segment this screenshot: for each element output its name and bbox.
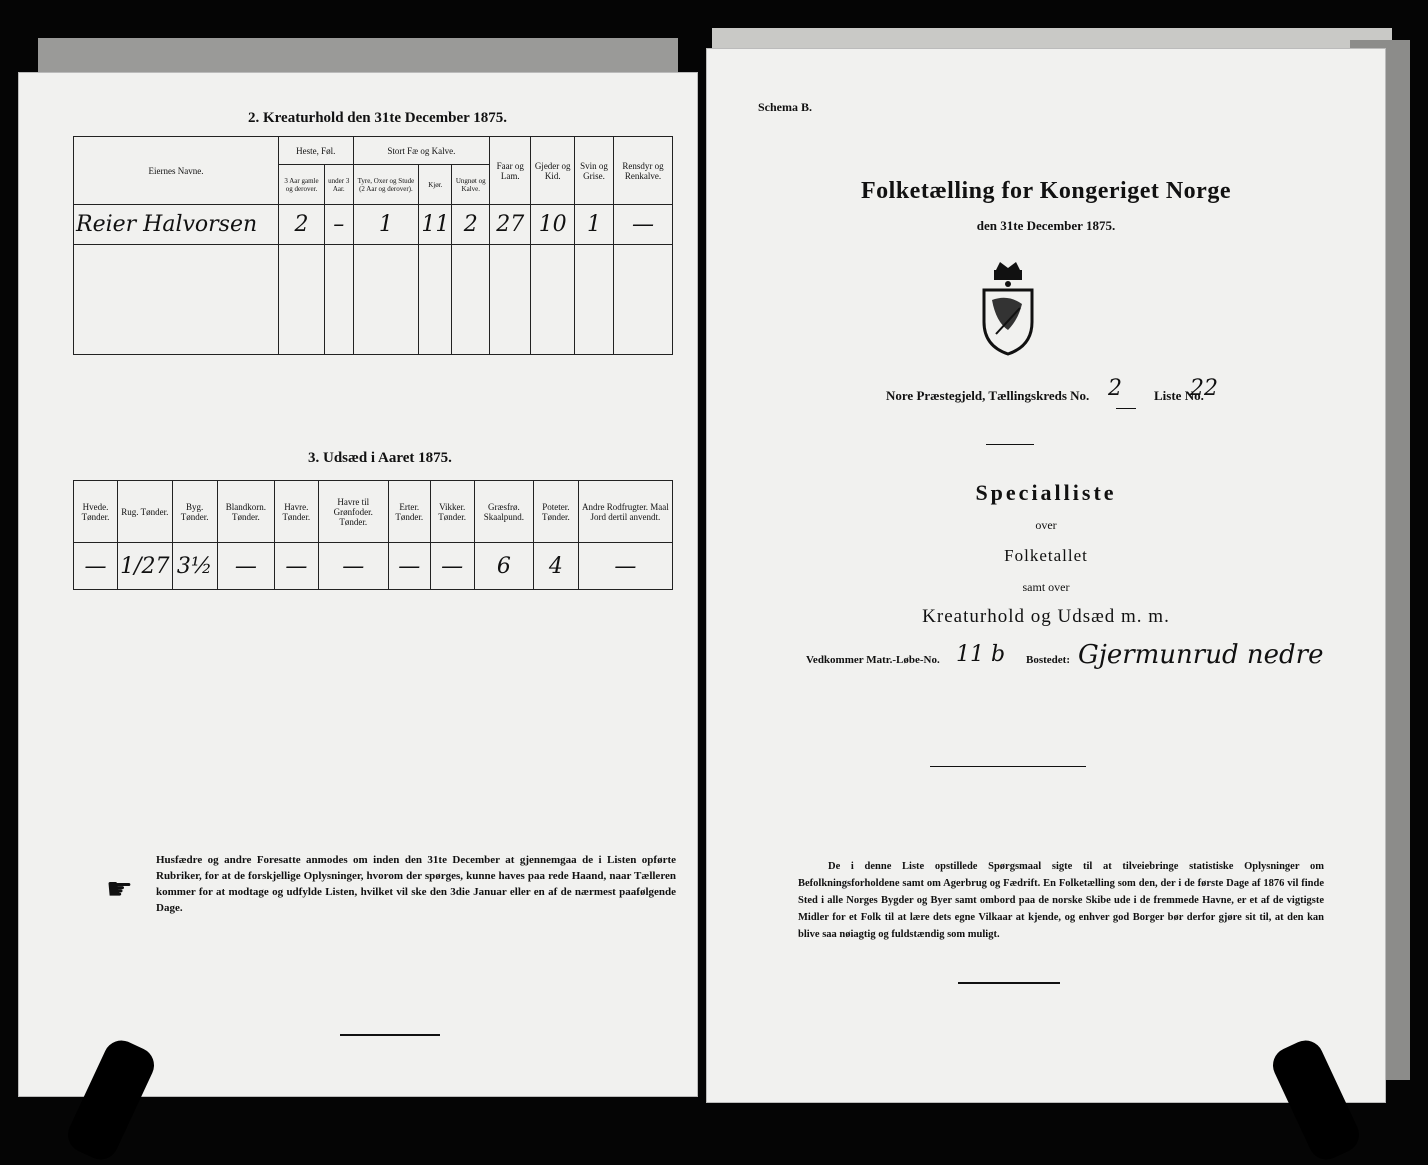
cell-gjeder: 10 <box>531 205 575 245</box>
divider <box>958 982 1060 984</box>
cell-heste-a: 2 <box>279 205 325 245</box>
divider <box>930 766 1086 767</box>
liste-value: 22 <box>1190 376 1218 401</box>
col-faar: Faar og Lam. <box>490 137 531 205</box>
sow-col-header: Blandkorn. Tønder. <box>217 481 274 543</box>
sowing-table <box>73 480 673 590</box>
col-svin: Svin og Grise. <box>574 137 613 205</box>
sow-col-header: Poteter. Tønder. <box>533 481 578 543</box>
sow-cell: — <box>388 543 430 590</box>
section3-title: 3. Udsæd i Aaret 1875. <box>308 450 452 466</box>
bosted-value: Gjermunrud nedre <box>1078 640 1324 670</box>
sow-cell: 4 <box>533 543 578 590</box>
sow-cell: — <box>430 543 474 590</box>
right-page <box>706 48 1386 1103</box>
prestegjeld-label: Nore Præstegjeld, Tællingskreds No. <box>886 388 1090 403</box>
livestock-table <box>73 136 673 355</box>
sow-col-header: Andre Rodfrugter. Maal Jord dertil anvendt. <box>578 481 672 543</box>
section2-title: 2. Kreaturhold den 31te December 1875. <box>248 110 507 126</box>
table-row <box>74 543 673 590</box>
cell-storfae-a: 1 <box>353 205 419 245</box>
col-owner: Eiernes Navne. <box>74 137 279 205</box>
sow-col-header: Vikker. Tønder. <box>430 481 474 543</box>
cell-storfae-b: 11 <box>419 205 452 245</box>
pointing-hand-icon: ☛ <box>106 873 133 906</box>
sow-cell: — <box>318 543 388 590</box>
sow-col-header: Byg. Tønder. <box>172 481 217 543</box>
sow-col-header: Havre. Tønder. <box>275 481 319 543</box>
col-rensdyr: Rensdyr og Renkalve. <box>613 137 672 205</box>
table-row <box>74 205 673 245</box>
cell-heste-b: – <box>325 205 354 245</box>
spec-title: Specialliste <box>975 480 1117 505</box>
cell-rensdyr: — <box>613 205 672 245</box>
coat-of-arms-icon <box>978 260 1038 356</box>
col-storfae-c: Ungnøt og Kalve. <box>452 165 490 205</box>
cell-storfae-c: 2 <box>452 205 490 245</box>
sow-cell: 3½ <box>172 543 217 590</box>
schema-label: Schema B. <box>758 100 812 114</box>
col-storfae-a: Tyre, Oxer og Stude (2 Aar og derover). <box>353 165 419 205</box>
col-storfae: Stort Fæ og Kalve. <box>353 137 490 165</box>
samt-label: samt over <box>1022 580 1070 594</box>
sow-cell: — <box>578 543 672 590</box>
underline <box>1116 408 1136 409</box>
over-label: over <box>1035 518 1057 532</box>
sow-col-header: Rug. Tønder. <box>118 481 172 543</box>
col-gjeder: Gjeder og Kid. <box>531 137 575 205</box>
sow-col-header: Erter. Tønder. <box>388 481 430 543</box>
col-heste-a: 3 Aar gamle og derover. <box>279 165 325 205</box>
footnote: De i denne Liste opstillede Spørgsmaal sigte til at tilveiebringe statistiske Oplysninger om Befolkningsforholdene samt om Agerbrug og Fædrift. En Folketælling som den, der i de første Dage af 1876 vil finde Sted i alle Norges Bygder og Byer samt ombord paa de norske Skibe ude i de fremmede Havne, er et af de vigtigste Midler for et Folk til at lære dets egne Vilkaar at kjende, og enhver god Borger bør derfor gjøre sit til, at den kan blive saa nøiagtig og fuldstændig som muligt. <box>798 861 1324 940</box>
sow-cell: 1/27 <box>118 543 172 590</box>
col-heste: Heste, Føl. <box>279 137 354 165</box>
divider <box>986 444 1034 445</box>
instruction-note: Husfædre og andre Foresatte anmodes om inden den 31te December at gjennemgaa de i Listen opførte Rubriker, for at de forskjellige Oplysninger, hvorom der spørges, kunne haves paa rede Haand, naar Tælleren kommer for at modtage og udfylde Listen, hvilket vil ske den 3die Januar eller en af de nærmest paafølgende Dage. <box>156 854 676 914</box>
table-row-empty <box>74 245 673 355</box>
left-page <box>18 72 698 1097</box>
sow-col-header: Hvede. Tønder. <box>74 481 118 543</box>
liste-label: Liste No. <box>1154 388 1204 403</box>
kreaturhold-label: Kreaturhold og Udsæd m. m. <box>922 606 1170 627</box>
sow-cell: — <box>74 543 118 590</box>
col-storfae-b: Kjør. <box>419 165 452 205</box>
sow-cell: 6 <box>474 543 533 590</box>
sow-cell: — <box>275 543 319 590</box>
col-heste-b: under 3 Aar. <box>325 165 354 205</box>
owner-name: Reier Halvorsen <box>74 205 279 245</box>
bosted-label: Bostedet: <box>1026 654 1070 666</box>
sow-cell: — <box>217 543 274 590</box>
tellingskreds-value: 2 <box>1108 376 1122 401</box>
matr-label: Vedkommer Matr.-Løbe-No. <box>806 654 940 666</box>
sow-col-header: Havre til Grønfoder. Tønder. <box>318 481 388 543</box>
census-date: den 31te December 1875. <box>976 218 1116 233</box>
matr-value: 11 b <box>956 642 1006 667</box>
folketallet-label: Folketallet <box>1004 546 1088 565</box>
cell-svin: 1 <box>574 205 613 245</box>
divider <box>340 1034 440 1036</box>
cell-faar: 27 <box>490 205 531 245</box>
census-title: Folketælling for Kongeriget Norge <box>861 178 1231 204</box>
sow-col-header: Græsfrø. Skaalpund. <box>474 481 533 543</box>
